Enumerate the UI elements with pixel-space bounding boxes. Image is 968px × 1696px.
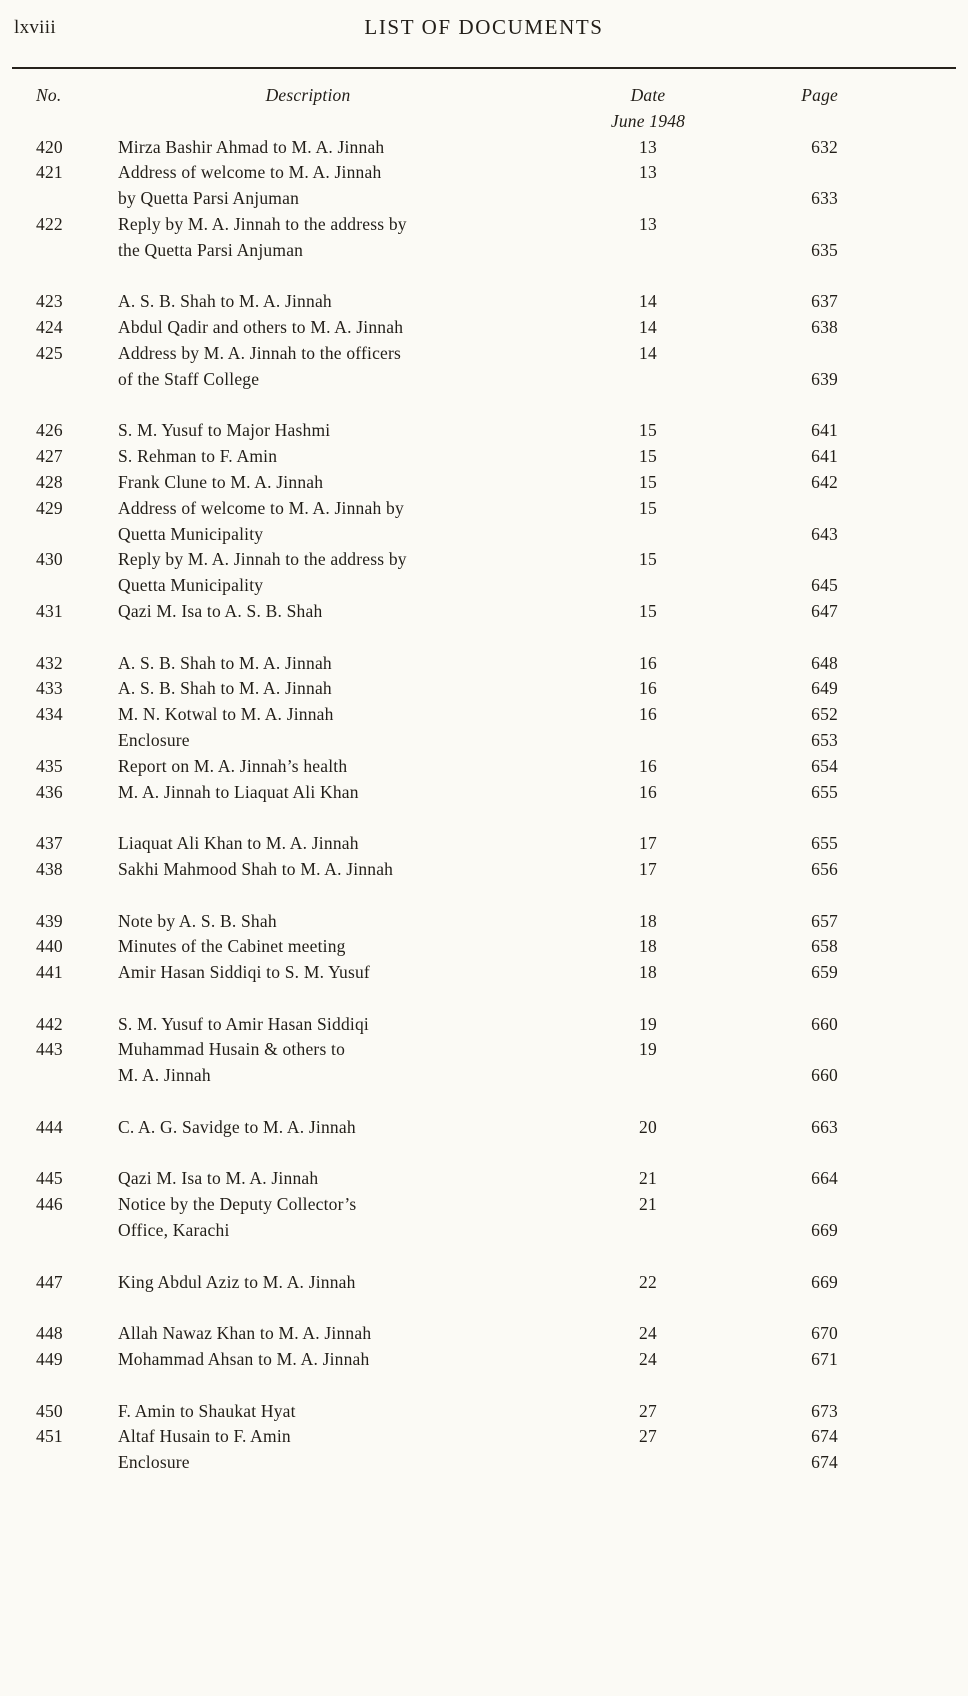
doc-date: 15 <box>639 549 657 570</box>
table-row-line <box>36 547 968 573</box>
row-group-gap <box>36 883 968 909</box>
row-group-gap <box>36 1141 968 1167</box>
doc-description: by Quetta Parsi Anjuman <box>118 188 300 209</box>
doc-description: Report on M. A. Jinnah’s health <box>118 755 348 776</box>
doc-no: 434 <box>36 704 63 725</box>
table-row-line <box>36 651 968 677</box>
table-row-line <box>36 1450 968 1476</box>
table-row-line <box>36 1218 968 1244</box>
table-row-line <box>36 135 968 161</box>
row-group-gap <box>36 1244 968 1270</box>
doc-date: 17 <box>639 858 657 879</box>
table-row-line <box>36 1270 968 1296</box>
doc-page: 641 <box>811 420 838 441</box>
doc-no: 422 <box>36 213 63 234</box>
doc-description: Reply by M. A. Jinnah to the address by <box>118 213 407 234</box>
doc-page: 655 <box>811 833 838 854</box>
doc-description: Allah Nawaz Khan to M. A. Jinnah <box>118 1323 372 1344</box>
doc-no: 433 <box>36 678 63 699</box>
doc-description: Mirza Bashir Ahmad to M. A. Jinnah <box>118 136 385 157</box>
row-group-gap <box>36 986 968 1012</box>
doc-no: 423 <box>36 291 63 312</box>
table-row-line <box>36 960 968 986</box>
doc-no: 441 <box>36 962 63 983</box>
doc-no: 428 <box>36 471 63 492</box>
doc-date: 24 <box>639 1323 657 1344</box>
doc-page: 632 <box>811 136 838 157</box>
document-table <box>0 69 968 1476</box>
doc-page: 659 <box>811 962 838 983</box>
doc-description: S. M. Yusuf to Amir Hasan Siddiqi <box>118 1013 369 1034</box>
row-group-gap <box>36 1089 968 1115</box>
doc-date: 18 <box>639 936 657 957</box>
doc-date: 22 <box>639 1271 657 1292</box>
doc-date: 21 <box>639 1194 657 1215</box>
doc-date: 15 <box>639 497 657 518</box>
doc-date: 20 <box>639 1116 657 1137</box>
doc-no: 439 <box>36 910 63 931</box>
doc-page: 638 <box>811 317 838 338</box>
table-row-line <box>36 367 968 393</box>
doc-date: 13 <box>639 162 657 183</box>
doc-page: 635 <box>811 239 838 260</box>
table-row-line <box>36 522 968 548</box>
column-header-no: No. <box>36 85 62 105</box>
table-row-line <box>36 238 968 264</box>
doc-date: 16 <box>639 652 657 673</box>
table-row-line <box>36 1192 968 1218</box>
table-row-line <box>36 186 968 212</box>
doc-description: Muhammad Husain & others to <box>118 1039 346 1060</box>
table-row-line <box>36 315 968 341</box>
doc-page: 642 <box>811 471 838 492</box>
table-row-line <box>36 341 968 367</box>
doc-description: Address of welcome to M. A. Jinnah <box>118 162 382 183</box>
table-row-line <box>36 1063 968 1089</box>
page-header <box>0 0 968 52</box>
page-title: LIST OF DOCUMENTS <box>364 15 604 39</box>
doc-no: 426 <box>36 420 63 441</box>
doc-no: 445 <box>36 1168 63 1189</box>
table-row-line <box>36 857 968 883</box>
doc-description: Address by M. A. Jinnah to the officers <box>118 342 402 363</box>
doc-description: Sakhi Mahmood Shah to M. A. Jinnah <box>118 858 394 879</box>
table-row-line <box>36 160 968 186</box>
doc-no: 420 <box>36 136 63 157</box>
doc-page: 673 <box>811 1400 838 1421</box>
doc-no: 449 <box>36 1349 63 1370</box>
doc-description: Frank Clune to M. A. Jinnah <box>118 471 324 492</box>
doc-date: 18 <box>639 962 657 983</box>
doc-description: Enclosure <box>118 1452 190 1473</box>
doc-date: 14 <box>639 291 657 312</box>
table-row-line <box>36 496 968 522</box>
doc-page: 670 <box>811 1323 838 1344</box>
doc-page: 660 <box>811 1013 838 1034</box>
doc-no: 430 <box>36 549 63 570</box>
doc-date: 15 <box>639 446 657 467</box>
doc-description: Abdul Qadir and others to M. A. Jinnah <box>118 317 404 338</box>
column-header-date-subtitle: June 1948 <box>610 110 686 131</box>
doc-page: 669 <box>811 1271 838 1292</box>
doc-page: 657 <box>811 910 838 931</box>
doc-description: Minutes of the Cabinet meeting <box>118 936 346 957</box>
doc-date: 27 <box>639 1426 657 1447</box>
doc-description: M. A. Jinnah to Liaquat Ali Khan <box>118 781 359 802</box>
doc-date: 15 <box>639 471 657 492</box>
doc-no: 431 <box>36 600 63 621</box>
table-row-line <box>36 1037 968 1063</box>
table-row-line <box>36 1321 968 1347</box>
doc-description: Liaquat Ali Khan to M. A. Jinnah <box>118 833 359 854</box>
doc-description: Note by A. S. B. Shah <box>118 910 277 931</box>
doc-date: 15 <box>639 420 657 441</box>
doc-description: Office, Karachi <box>118 1220 230 1241</box>
doc-date: 13 <box>639 213 657 234</box>
table-row-line <box>36 573 968 599</box>
doc-date: 16 <box>639 781 657 802</box>
doc-description: Notice by the Deputy Collector’s <box>118 1194 357 1215</box>
folio-number: lxviii <box>14 17 56 38</box>
doc-page: 656 <box>811 858 838 879</box>
doc-date: 14 <box>639 317 657 338</box>
row-group-gap <box>36 805 968 831</box>
doc-no: 442 <box>36 1013 63 1034</box>
doc-date: 24 <box>639 1349 657 1370</box>
table-row-line <box>36 1399 968 1425</box>
doc-date: 19 <box>639 1013 657 1034</box>
doc-description: King Abdul Aziz to M. A. Jinnah <box>118 1271 356 1292</box>
doc-date: 16 <box>639 755 657 776</box>
doc-description: S. Rehman to F. Amin <box>118 446 278 467</box>
doc-page: 674 <box>811 1426 838 1447</box>
doc-description: Quetta Municipality <box>118 575 264 596</box>
doc-no: 451 <box>36 1426 63 1447</box>
table-row-line <box>36 444 968 470</box>
column-header-date-group <box>588 83 708 135</box>
doc-date: 27 <box>639 1400 657 1421</box>
doc-description: Address of welcome to M. A. Jinnah by <box>118 497 404 518</box>
doc-no: 425 <box>36 342 63 363</box>
doc-no: 443 <box>36 1039 63 1060</box>
row-group-gap <box>36 393 968 419</box>
doc-description: the Quetta Parsi Anjuman <box>118 239 304 260</box>
doc-description: Reply by M. A. Jinnah to the address by <box>118 549 407 570</box>
table-row-line <box>36 418 968 444</box>
table-row-line <box>36 702 968 728</box>
table-row-line <box>36 289 968 315</box>
doc-date: 16 <box>639 678 657 699</box>
doc-page: 641 <box>811 446 838 467</box>
table-row-line <box>36 212 968 238</box>
document-table-body <box>36 135 968 1476</box>
doc-description: Qazi M. Isa to A. S. B. Shah <box>118 600 323 621</box>
table-row-line <box>36 599 968 625</box>
table-header-row <box>36 83 968 135</box>
row-group-gap <box>36 1295 968 1321</box>
doc-description: A. S. B. Shah to M. A. Jinnah <box>118 678 332 699</box>
table-row-line <box>36 831 968 857</box>
doc-page: 669 <box>811 1220 838 1241</box>
doc-page: 652 <box>811 704 838 725</box>
doc-no: 436 <box>36 781 63 802</box>
doc-description: Qazi M. Isa to M. A. Jinnah <box>118 1168 319 1189</box>
doc-date: 16 <box>639 704 657 725</box>
doc-page: 647 <box>811 600 838 621</box>
doc-page: 649 <box>811 678 838 699</box>
doc-no: 421 <box>36 162 63 183</box>
doc-description: Quetta Municipality <box>118 523 264 544</box>
doc-date: 14 <box>639 342 657 363</box>
doc-description: A. S. B. Shah to M. A. Jinnah <box>118 652 332 673</box>
table-row-line <box>36 754 968 780</box>
doc-description: F. Amin to Shaukat Hyat <box>118 1400 296 1421</box>
doc-page: 639 <box>811 368 838 389</box>
doc-description: M. N. Kotwal to M. A. Jinnah <box>118 704 334 725</box>
doc-page: 643 <box>811 523 838 544</box>
doc-no: 450 <box>36 1400 63 1421</box>
table-row-line <box>36 1347 968 1373</box>
doc-description: M. A. Jinnah <box>118 1065 211 1086</box>
doc-no: 435 <box>36 755 63 776</box>
row-group-gap <box>36 1373 968 1399</box>
table-row-line <box>36 676 968 702</box>
doc-page: 664 <box>811 1168 838 1189</box>
doc-page: 645 <box>811 575 838 596</box>
doc-date: 17 <box>639 833 657 854</box>
doc-page: 648 <box>811 652 838 673</box>
doc-no: 432 <box>36 652 63 673</box>
table-row-line <box>36 1115 968 1141</box>
doc-description: S. M. Yusuf to Major Hashmi <box>118 420 331 441</box>
doc-no: 429 <box>36 497 63 518</box>
column-header-date: Date <box>630 85 666 105</box>
doc-description: Enclosure <box>118 729 190 750</box>
table-row-line <box>36 470 968 496</box>
doc-no: 440 <box>36 936 63 957</box>
doc-page: 660 <box>811 1065 838 1086</box>
doc-page: 674 <box>811 1452 838 1473</box>
column-header-description: Description <box>265 85 351 105</box>
doc-no: 427 <box>36 446 63 467</box>
doc-description: Amir Hasan Siddiqi to S. M. Yusuf <box>118 962 370 983</box>
column-header-page: Page <box>801 85 838 105</box>
doc-date: 21 <box>639 1168 657 1189</box>
doc-date: 15 <box>639 600 657 621</box>
doc-page: 655 <box>811 781 838 802</box>
doc-description: Mohammad Ahsan to M. A. Jinnah <box>118 1349 370 1370</box>
doc-date: 18 <box>639 910 657 931</box>
doc-page: 654 <box>811 755 838 776</box>
doc-no: 437 <box>36 833 63 854</box>
doc-description: C. A. G. Savidge to M. A. Jinnah <box>118 1116 356 1137</box>
doc-no: 448 <box>36 1323 63 1344</box>
doc-page: 637 <box>811 291 838 312</box>
doc-description: A. S. B. Shah to M. A. Jinnah <box>118 291 332 312</box>
doc-page: 658 <box>811 936 838 957</box>
doc-page: 653 <box>811 729 838 750</box>
table-row-line <box>36 780 968 806</box>
doc-no: 424 <box>36 317 63 338</box>
doc-date: 13 <box>639 136 657 157</box>
doc-no: 444 <box>36 1116 63 1137</box>
doc-description: of the Staff College <box>118 368 260 389</box>
doc-no: 438 <box>36 858 63 879</box>
doc-page: 663 <box>811 1116 838 1137</box>
row-group-gap <box>36 264 968 290</box>
doc-no: 447 <box>36 1271 63 1292</box>
table-row-line <box>36 728 968 754</box>
doc-date: 19 <box>639 1039 657 1060</box>
table-row-line <box>36 1424 968 1450</box>
doc-description: Altaf Husain to F. Amin <box>118 1426 291 1447</box>
table-row-line <box>36 1012 968 1038</box>
doc-page: 671 <box>811 1349 838 1370</box>
doc-no: 446 <box>36 1194 63 1215</box>
table-row-line <box>36 934 968 960</box>
table-row-line <box>36 909 968 935</box>
table-row-line <box>36 1166 968 1192</box>
doc-page: 633 <box>811 188 838 209</box>
row-group-gap <box>36 625 968 651</box>
